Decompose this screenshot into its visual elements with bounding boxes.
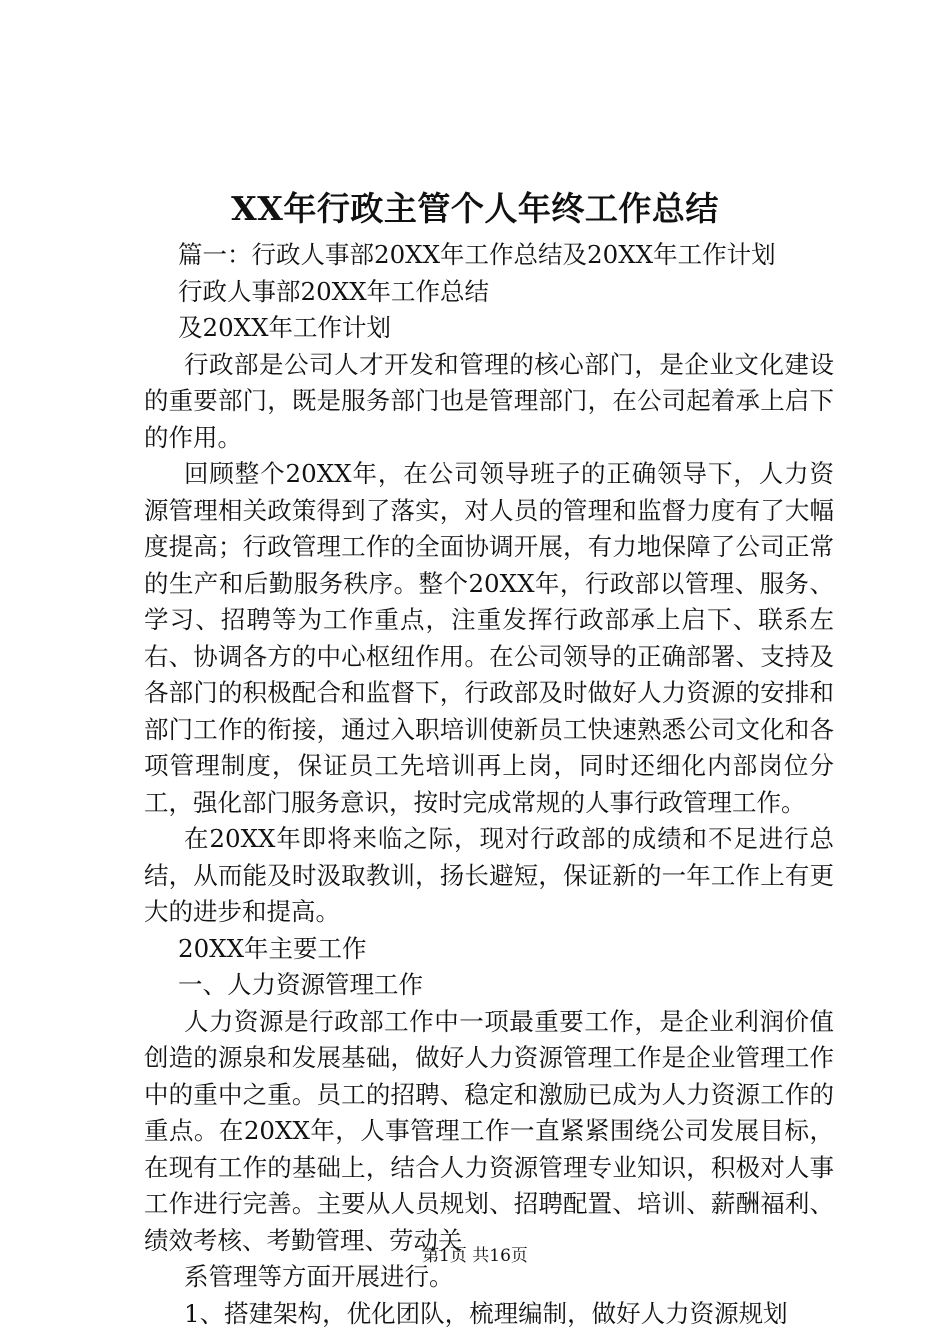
paragraph-review: 回顾整个20XX年，在公司领导班子的正确领导下，人力资源管理相关政策得到了落实，对人员的管理和监督力度有了大幅度提高；行政管理工作的全面协调开展，有力地保障了公司正常的生产和后勤服务秩序。整个20XX年，行政部以管理、服务、学习、招聘等为工作重点，注重发挥行政部承上启下、联系左右、协调各方的中心枢纽作用。在公司领导的正确部署、支持及各部门的积极配合和监督下，行政部及时做好人力资源的安排和部门工作的衔接，通过入职培训使新员工快速熟悉公司文化和各项管理制度，保证员工先培训再上岗，同时还细化内部岗位分工，强化部门服务意识，按时完成常规的人事行政管理工作。: [144, 459, 834, 817]
subsection-heading: 一、人力资源管理工作: [178, 970, 423, 999]
document-line-subtitle: 行政人事部20XX年工作总结: [178, 276, 490, 306]
document-line-chapter: 篇一：行政人事部20XX年工作总结及20XX年工作计划: [178, 240, 776, 269]
document-title: XX年行政主管个人年终工作总结: [231, 189, 719, 228]
document-line-subtitle-cont: 及20XX年工作计划: [178, 313, 392, 342]
paragraph-intro: 行政部是公司人才开发和管理的核心部门，是企业文化建设的重要部门，既是服务部门也是管理部门，在公司起着承上启下的作用。: [144, 349, 834, 452]
list-item-1: 1、搭建架构，优化团队，梳理编制，做好人力资源规划: [184, 1298, 788, 1328]
section-heading: 20XX年主要工作: [178, 933, 367, 963]
page-number: 第1页 共16页: [422, 1246, 528, 1266]
paragraph-outlook: 在20XX年即将来临之际，现对行政部的成绩和不足进行总结，从而能及时汲取教训，扬长避短，保证新的一年工作上有更大的进步和提高。: [144, 824, 834, 926]
paragraph-hr: 人力资源是行政部工作中一项最重要工作，是企业利润价值创造的源泉和发展基础，做好人力资源管理工作是企业管理工作中的重中之重。员工的招聘、稳定和激励已成为人力资源工作的重点。在20XX年，人事管理工作一直紧紧围绕公司发展目标，在现有工作的基础上，结合人力资源管理专业知识，积极对人事工作进行完善。主要从人员规划、招聘配置、培训、薪酬福利、绩效考核、考勤管理、劳动关: [144, 1006, 834, 1255]
paragraph-hr-continuation: 系管理等方面开展进行。: [184, 1262, 454, 1291]
document-body: [144, 237, 834, 1332]
